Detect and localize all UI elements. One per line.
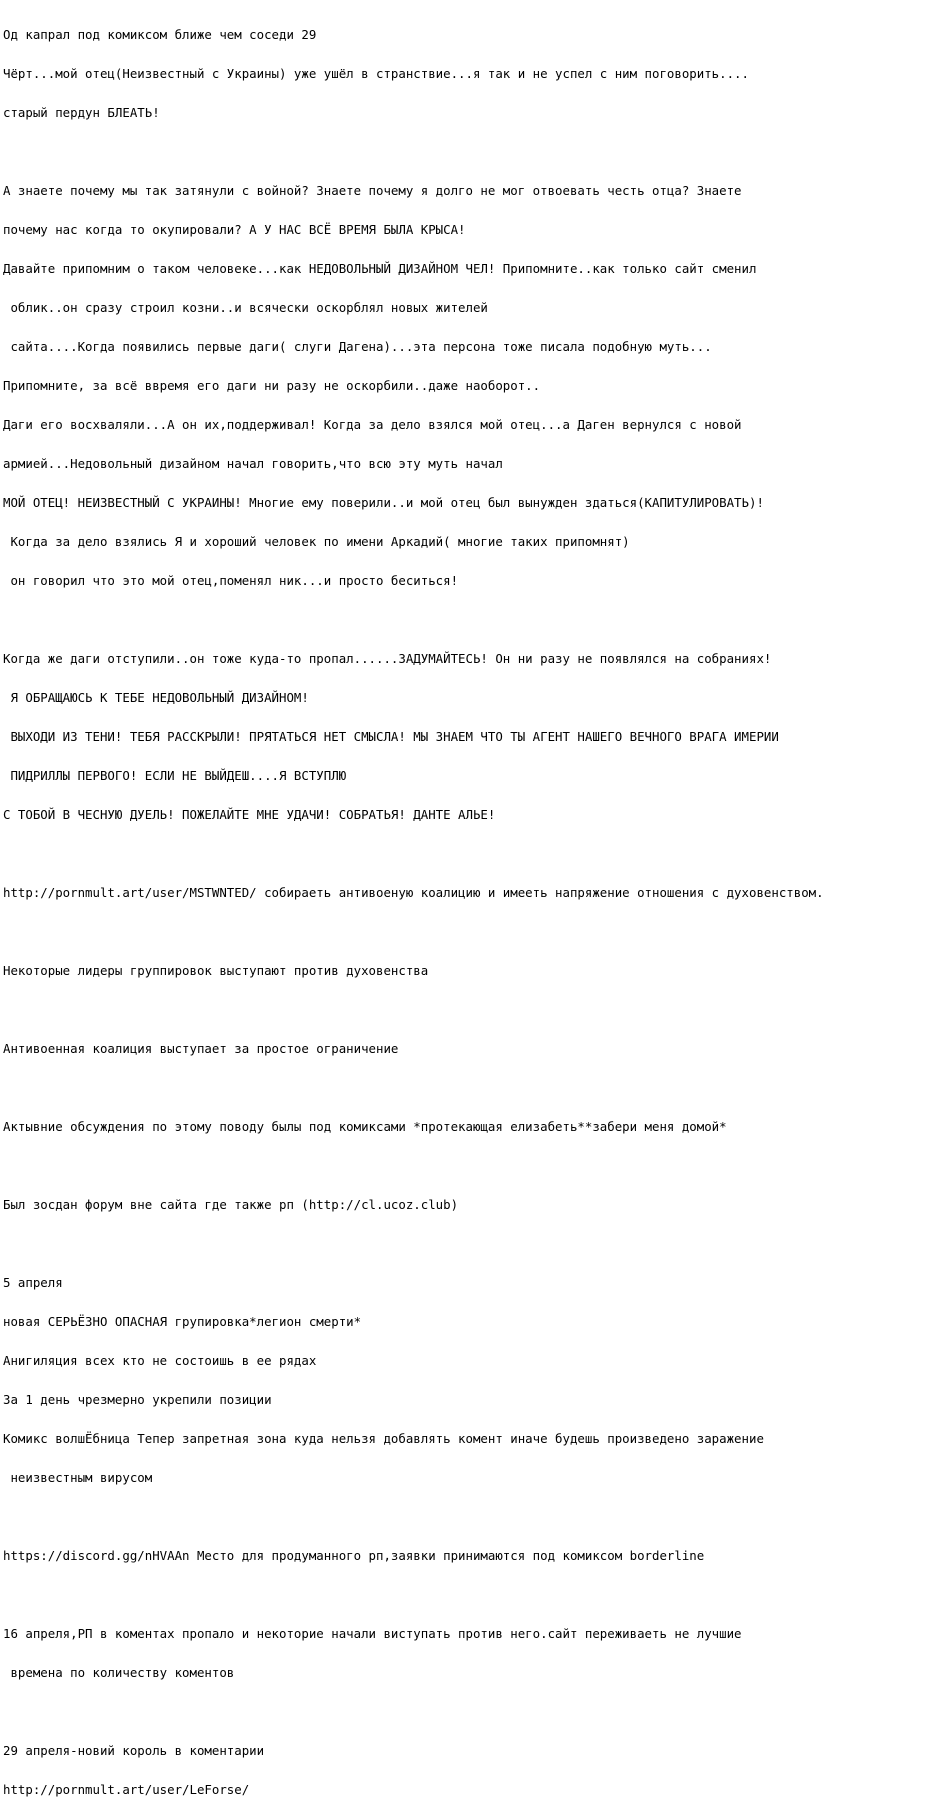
text-line: сайта....Когда появились первые даги( слуги Дагена)...эта персона тоже писала подобную муть... [3,339,712,354]
text-line: https://discord.gg/nHVAAn Место для продуманного рп,заявки принимаются под комиксом borderline [3,1548,705,1563]
text-line: Анигиляция всех кто не состоишь в ее рядах [3,1353,317,1368]
text-line: он говорил что это мой отец,поменял ник...и просто беситься! [3,573,459,588]
text-line: Антивоенная коалиция выступает за простое ограничение [3,1041,399,1056]
text-line: http://pornmult.art/user/LeForse/ [3,1782,250,1797]
blank-line [3,1159,925,1172]
text-line: А знаете почему мы так затянули с войной? Знаете почему я долго не мог отвоевать честь отца? Знаете [3,183,742,198]
text-line: За 1 день чрезмерно укрепили позиции [3,1392,272,1407]
text-line: С ТОБОЙ В ЧЕСНУЮ ДУЕЛЬ! ПОЖЕЛАЙТЕ МНЕ УДАЧИ! СОБРАТЬЯ! ДАНТЕ АЛЬЕ! [3,807,496,822]
text-line: Некоторые лидеры группировок выступают против духовенства [3,963,429,978]
blank-line [3,847,925,860]
blank-line [3,145,925,158]
text-line: новая СЕРЬЁЗНО ОПАСНАЯ групировка*легион смерти* [3,1314,362,1329]
blank-line [3,1705,925,1718]
text-line: облик..он сразу строил козни..и всячески оскорблял новых жителей [3,300,488,315]
text-line: ПИДРИЛЛЫ ПЕРВОГО! ЕСЛИ НЕ ВЫЙДЕШ....Я ВСТУПЛЮ [3,768,347,783]
blank-line [3,925,925,938]
blank-line [3,1588,925,1601]
text-line: http://pornmult.art/user/MSTWNTED/ собираеть антивоеную коалицию и имееть напряжение отношения с духовенством. [3,885,824,900]
text-line: МОЙ ОТЕЦ! НЕИЗВЕСТНЫЙ С УКРАИНЫ! Многие ему поверили..и мой отец был вынужден здаться(КАПИТУЛИРОВАТЬ)! [3,495,764,510]
blank-line [3,1237,925,1250]
text-line: Актывние обсуждения по этому поводу былы под комиксами *протекающая елизабеть**забери меня домой* [3,1119,727,1134]
text-line: Од капрал под комиксом ближе чем соседи 29 [3,27,317,42]
text-line: Давайте припомним о таком человеке...как НЕДОВОЛЬНЫЙ ДИЗАЙНОМ ЧЕЛ! Припомните..как только сайт сменил [3,261,757,276]
blank-line [3,1003,925,1016]
text-line: Когда за дело взялись Я и хороший человек по имени Аркадий( многие таких припомнят) [3,534,630,549]
text-line: ВЫХОДИ ИЗ ТЕНИ! ТЕБЯ РАССКРЫЛИ! ПРЯТАТЬСЯ НЕТ СМЫСЛА! МЫ ЗНАЕМ ЧТО ТЫ АГЕНТ НАШЕГО ВЕЧНОГО ВРАГА ИМЕРИИ [3,729,779,744]
text-line: армией...Недовольный дизайном начал говорить,что всю эту муть начал [3,456,503,471]
blank-line [3,1081,925,1094]
text-line: Был зосдан форум вне сайта где также рп (http://cl.ucoz.club) [3,1197,459,1212]
text-line: времена по количеству коментов [3,1665,235,1680]
text-line: Припомните, за всё ввремя его даги ни разу не оскорбили..даже наоборот.. [3,378,541,393]
text-line: почему нас когда то окупировали? А У НАС ВСЁ ВРЕМЯ БЫЛА КРЫСА! [3,222,466,237]
text-line: 5 апреля [3,1275,63,1290]
blank-line [3,613,925,626]
text-line: 16 апреля,РП в коментах пропало и некоторие начали виступать против него.сайт переживаеть не лучшие [3,1626,742,1641]
text-line: Комикс волшЁбница Тепер запретная зона куда нельзя добавлять комент иначе будешь произведено заражение [3,1431,764,1446]
text-line: Чёрт...мой отец(Неизвестный с Украины) уже ушёл в странствие...я так и не успел с ним поговорить.... [3,66,749,81]
text-document[interactable] [3,2,925,1797]
blank-line [3,1510,925,1523]
text-line: Я ОБРАЩАЮСЬ К ТЕБЕ НЕДОВОЛЬНЫЙ ДИЗАЙНОМ! [3,690,309,705]
text-line: неизвестным вирусом [3,1470,153,1485]
text-line: Когда же даги отступили..он тоже куда-то пропал......ЗАДУМАЙТЕСЬ! Он ни разу не появлялся на собраниях! [3,651,772,666]
text-line: старый пердун БЛЕАТЬ! [3,105,160,120]
text-line: 29 апреля-новий король в коментарии [3,1743,265,1758]
text-line: Даги его восхваляли...А он их,поддерживал! Когда за дело взялся мой отец...а Даген вернулся с новой [3,417,742,432]
